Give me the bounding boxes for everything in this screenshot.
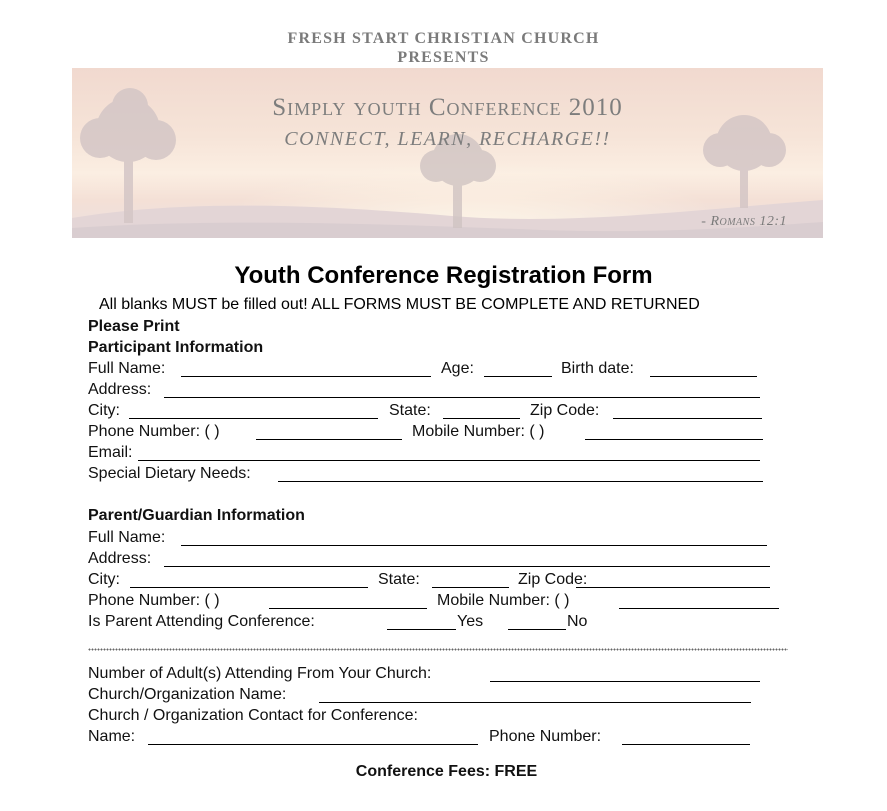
contact-name-label: Name:	[88, 728, 136, 745]
participant-zip-field[interactable]	[613, 418, 762, 419]
parent-zip-label: Zip Code:	[518, 571, 588, 588]
parent-zip-field[interactable]	[576, 587, 770, 588]
participant-mobile-label: Mobile Number: ( )	[412, 423, 545, 440]
form-title: Youth Conference Registration Form	[234, 262, 653, 289]
parent-attending-yes-label: Yes	[457, 613, 484, 630]
scripture-reference: - Romans 12:1	[701, 214, 787, 229]
participant-birth-date-label: Birth date:	[561, 360, 634, 377]
parent-attending-yes-field[interactable]	[387, 629, 456, 630]
participant-zip-label: Zip Code:	[530, 402, 600, 419]
conference-tagline: CONNECT, LEARN, RECHARGE!!	[284, 128, 611, 150]
participant-section-heading: Participant Information	[88, 339, 264, 356]
participant-email-field[interactable]	[138, 460, 760, 461]
adults-attending-field[interactable]	[490, 681, 760, 682]
conference-fees: Conference Fees: FREE	[355, 763, 538, 780]
parent-attending-no-field[interactable]	[508, 629, 566, 630]
parent-attending-label: Is Parent Attending Conference:	[88, 613, 315, 630]
parent-phone-label: Phone Number: ( )	[88, 592, 220, 609]
dotted-separator	[88, 648, 788, 651]
participant-dietary-field[interactable]	[278, 481, 763, 482]
participant-address-label: Address:	[88, 381, 152, 398]
participant-city-field[interactable]	[129, 418, 378, 419]
contact-phone-field[interactable]	[622, 744, 750, 745]
adults-attending-label: Number of Adult(s) Attending From Your Church:	[88, 665, 432, 682]
participant-birth-date-field[interactable]	[650, 376, 757, 377]
please-print-note: Please Print	[88, 318, 180, 335]
parent-city-label: City:	[88, 571, 120, 588]
participant-phone-label: Phone Number: ( )	[88, 423, 220, 440]
parent-state-label: State:	[378, 571, 420, 588]
participant-age-label: Age:	[441, 360, 474, 377]
contact-name-field[interactable]	[148, 744, 478, 745]
participant-state-field[interactable]	[443, 418, 520, 419]
parent-state-field[interactable]	[432, 587, 509, 588]
participant-state-label: State:	[389, 402, 431, 419]
participant-full-name-label: Full Name:	[88, 360, 166, 377]
parent-mobile-field[interactable]	[619, 608, 779, 609]
parent-full-name-label: Full Name:	[88, 529, 166, 546]
parent-city-field[interactable]	[130, 587, 368, 588]
church-org-name-field[interactable]	[319, 702, 751, 703]
contact-phone-label: Phone Number:	[489, 728, 602, 745]
parent-phone-field[interactable]	[269, 608, 427, 609]
parent-full-name-field[interactable]	[181, 545, 767, 546]
church-contact-label: Church / Organization Contact for Conference:	[88, 707, 418, 724]
form-instructions: All blanks MUST be filled out! ALL FORMS MUST BE COMPLETE AND RETURNED	[99, 296, 700, 313]
participant-email-label: Email:	[88, 444, 133, 461]
presents-label: PRESENTS	[397, 49, 490, 66]
participant-age-field[interactable]	[484, 376, 552, 377]
parent-address-label: Address:	[88, 550, 152, 567]
conference-banner	[72, 68, 823, 238]
conference-title: Simply youth Conference 2010	[272, 94, 623, 121]
parent-address-field[interactable]	[164, 566, 770, 567]
parent-mobile-label: Mobile Number: ( )	[437, 592, 570, 609]
church-org-name-label: Church/Organization Name:	[88, 686, 287, 703]
church-name: FRESH START CHRISTIAN CHURCH	[287, 30, 600, 47]
participant-city-label: City:	[88, 402, 120, 419]
parent-section-heading: Parent/Guardian Information	[88, 507, 305, 524]
participant-mobile-field[interactable]	[585, 439, 763, 440]
participant-phone-field[interactable]	[256, 439, 402, 440]
participant-address-field[interactable]	[164, 397, 760, 398]
participant-dietary-label: Special Dietary Needs:	[88, 465, 251, 482]
participant-full-name-field[interactable]	[181, 376, 431, 377]
parent-attending-no-label: No	[567, 613, 588, 630]
